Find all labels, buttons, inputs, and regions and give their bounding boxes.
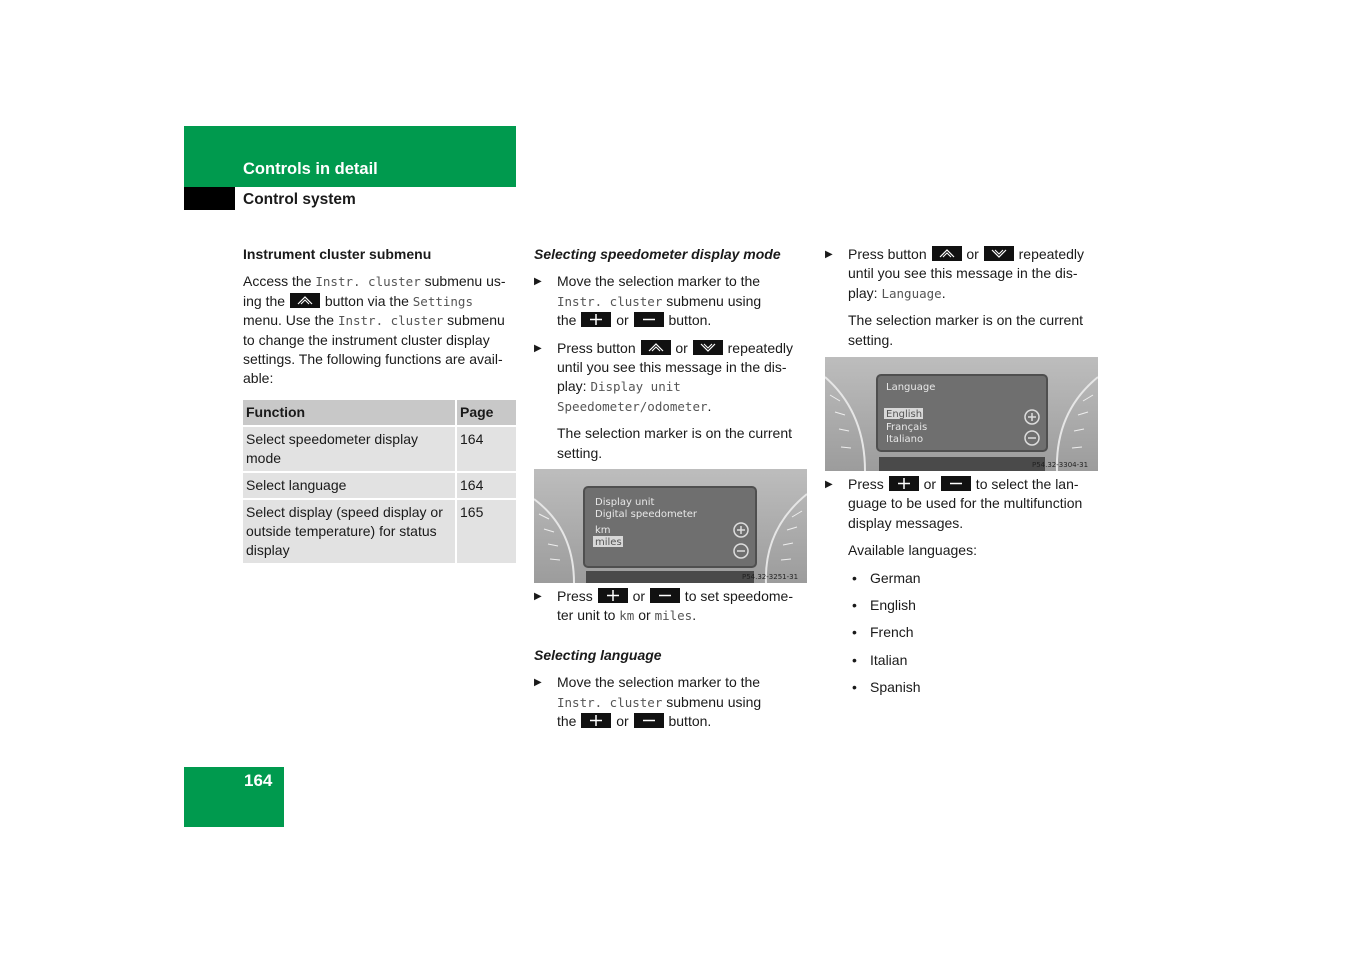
text: Access the [243,273,316,290]
text: Press button [848,246,931,262]
up-button-icon [290,293,320,308]
display-option-french: Français [886,422,928,433]
bullet-dot-icon: • [852,569,857,586]
bullet-dot-icon: • [852,651,857,668]
section-marker [184,187,235,210]
text: Press button [557,339,640,356]
bullet-dot-icon: • [852,596,857,613]
text: Move the selection marker to the [557,674,761,691]
text: mode [246,449,282,466]
text: setting. [557,444,603,461]
text: Select display (speed display or [246,503,443,520]
text: German [870,569,921,586]
plus-button-icon [581,713,611,728]
display-option-english: English [886,409,923,420]
text: outside temperature) for status [246,522,437,539]
text: repeatedly [723,339,794,356]
page-number: 164 [244,771,273,790]
text: able: [243,370,274,387]
bullet-arrow-icon: ▶ [534,342,542,354]
bullet-arrow-icon: ▶ [534,677,542,689]
text: play: [557,378,591,395]
text: button via the [320,292,413,309]
note-text [534,424,809,463]
text: button. [664,312,712,329]
plus-button-icon [889,476,919,491]
table-row [243,472,516,499]
intro-paragraph [243,272,518,388]
text: button. [664,713,712,730]
text: or [628,588,649,604]
text: display [246,541,290,558]
instruction-step [534,587,809,626]
list-item [825,678,1100,705]
text: to change the instrument cluster display [243,331,490,348]
bullet-arrow-icon: ▶ [825,249,833,260]
display-option-italian: Italiano [886,434,924,445]
bullet-arrow-icon: ▶ [534,276,542,288]
text: . [941,284,946,301]
text: settings. The following functions are avail- [243,351,503,368]
plus-button-icon [581,312,611,327]
text: or [612,713,633,730]
text: or [634,607,655,624]
chapter-title: Controls in detail [243,160,378,178]
speedometer-heading: Selecting speedometer display mode [534,246,781,262]
column-3 [825,245,1100,350]
instruction-step [534,272,809,330]
column-2 [534,245,809,463]
text: Select language [246,476,347,493]
text: or [671,339,692,356]
text: ing the [243,292,289,309]
table-cell-function [243,472,456,499]
minus-button-icon [941,476,971,491]
instruction-step [825,475,1100,533]
down-button-icon [984,246,1014,261]
display-text: Speedometer/odometer [557,398,708,414]
instruction-step [534,673,809,731]
display-unit-photo [534,469,807,583]
table-header-row [243,400,516,426]
column-3-lower [825,475,1100,705]
display-text: km [619,608,635,624]
minus-button-icon [650,588,680,603]
list-item [825,569,1100,596]
text: Press [557,588,597,604]
text: English [870,596,916,613]
language-display-photo [825,357,1098,471]
text: submenu using [662,693,762,710]
display-text: Instr. cluster [315,274,421,290]
display-text: Instr. cluster [557,694,663,710]
display-option-km: km [595,525,611,536]
table-row [243,499,516,563]
text: . [692,607,697,624]
instruction-step [534,339,809,417]
text: the [557,312,581,329]
text: to set speedome- [680,588,793,604]
text: Move the selection marker to the [557,273,761,290]
list-item [825,596,1100,623]
text: submenu using [662,292,762,309]
text: play: [848,284,882,301]
text: display messages. [848,514,964,531]
text: repeatedly [1014,246,1085,262]
table-cell-page: 165 [460,503,484,520]
column-2-lower [534,587,809,731]
section-title: Control system [243,191,356,208]
display-line-2: Digital speedometer [595,509,698,520]
text: The selection marker is on the current [557,425,792,442]
column-1 [243,245,518,563]
table-header-function: Function [243,400,456,426]
text: The selection marker is on the current [848,312,1083,329]
minus-button-icon [634,713,664,728]
list-item [825,623,1100,650]
down-button-icon [693,340,723,355]
text: or [962,246,983,262]
text: submenu us- [420,273,506,290]
text: the [557,713,581,730]
list-item [825,651,1100,678]
bullet-dot-icon: • [852,678,857,695]
display-line-1: Display unit [595,497,655,508]
language-heading: Selecting language [534,646,662,663]
bullet-dot-icon: • [852,624,857,641]
display-text: Display unit [590,379,681,395]
text: until you see this message in the dis- [557,359,787,376]
text: or [919,476,940,492]
up-button-icon [641,340,671,355]
table-cell-page: 164 [460,430,484,447]
display-text: Language [881,285,942,301]
text: to select the lan- [971,476,1079,492]
display-text: miles [654,608,693,624]
text: submenu [443,312,505,329]
text: Spanish [870,678,921,695]
table-header-page: Page [460,403,494,420]
available-languages-label: Available languages: [848,542,977,559]
plus-button-icon [598,588,628,603]
bullet-arrow-icon: ▶ [825,479,833,490]
instrument-cluster-heading: Instrument cluster submenu [243,246,432,262]
display-title: Language [886,382,936,393]
text: French [870,624,914,641]
table-cell-function [243,499,456,563]
up-button-icon [932,246,962,261]
table-cell-function [243,426,456,472]
table-row [243,426,516,472]
text: menu. Use the [243,312,338,329]
text: or [612,312,633,329]
instruction-step [825,245,1100,303]
text: Italian [870,651,908,668]
note-text [825,311,1100,350]
photo-code: P54.32-3304-31 [1032,461,1089,469]
text: . [707,397,712,414]
text: Select speedometer display [246,430,418,447]
text: ter unit to [557,607,620,624]
functions-table [243,400,516,563]
display-text: Instr. cluster [337,313,444,329]
text: guage to be used for the multifunction [848,495,1083,512]
text: Press [848,476,888,492]
text: until you see this message in the dis- [848,265,1078,282]
display-text: Instr. cluster [557,293,663,309]
text: setting. [848,331,894,348]
bullet-arrow-icon: ▶ [534,591,542,602]
table-cell-page: 164 [460,476,484,493]
photo-code: P54.32-3251-31 [742,573,799,581]
display-text: Settings [412,293,473,309]
minus-button-icon [634,312,664,327]
display-option-miles: miles [595,537,622,548]
language-list [825,569,1100,705]
